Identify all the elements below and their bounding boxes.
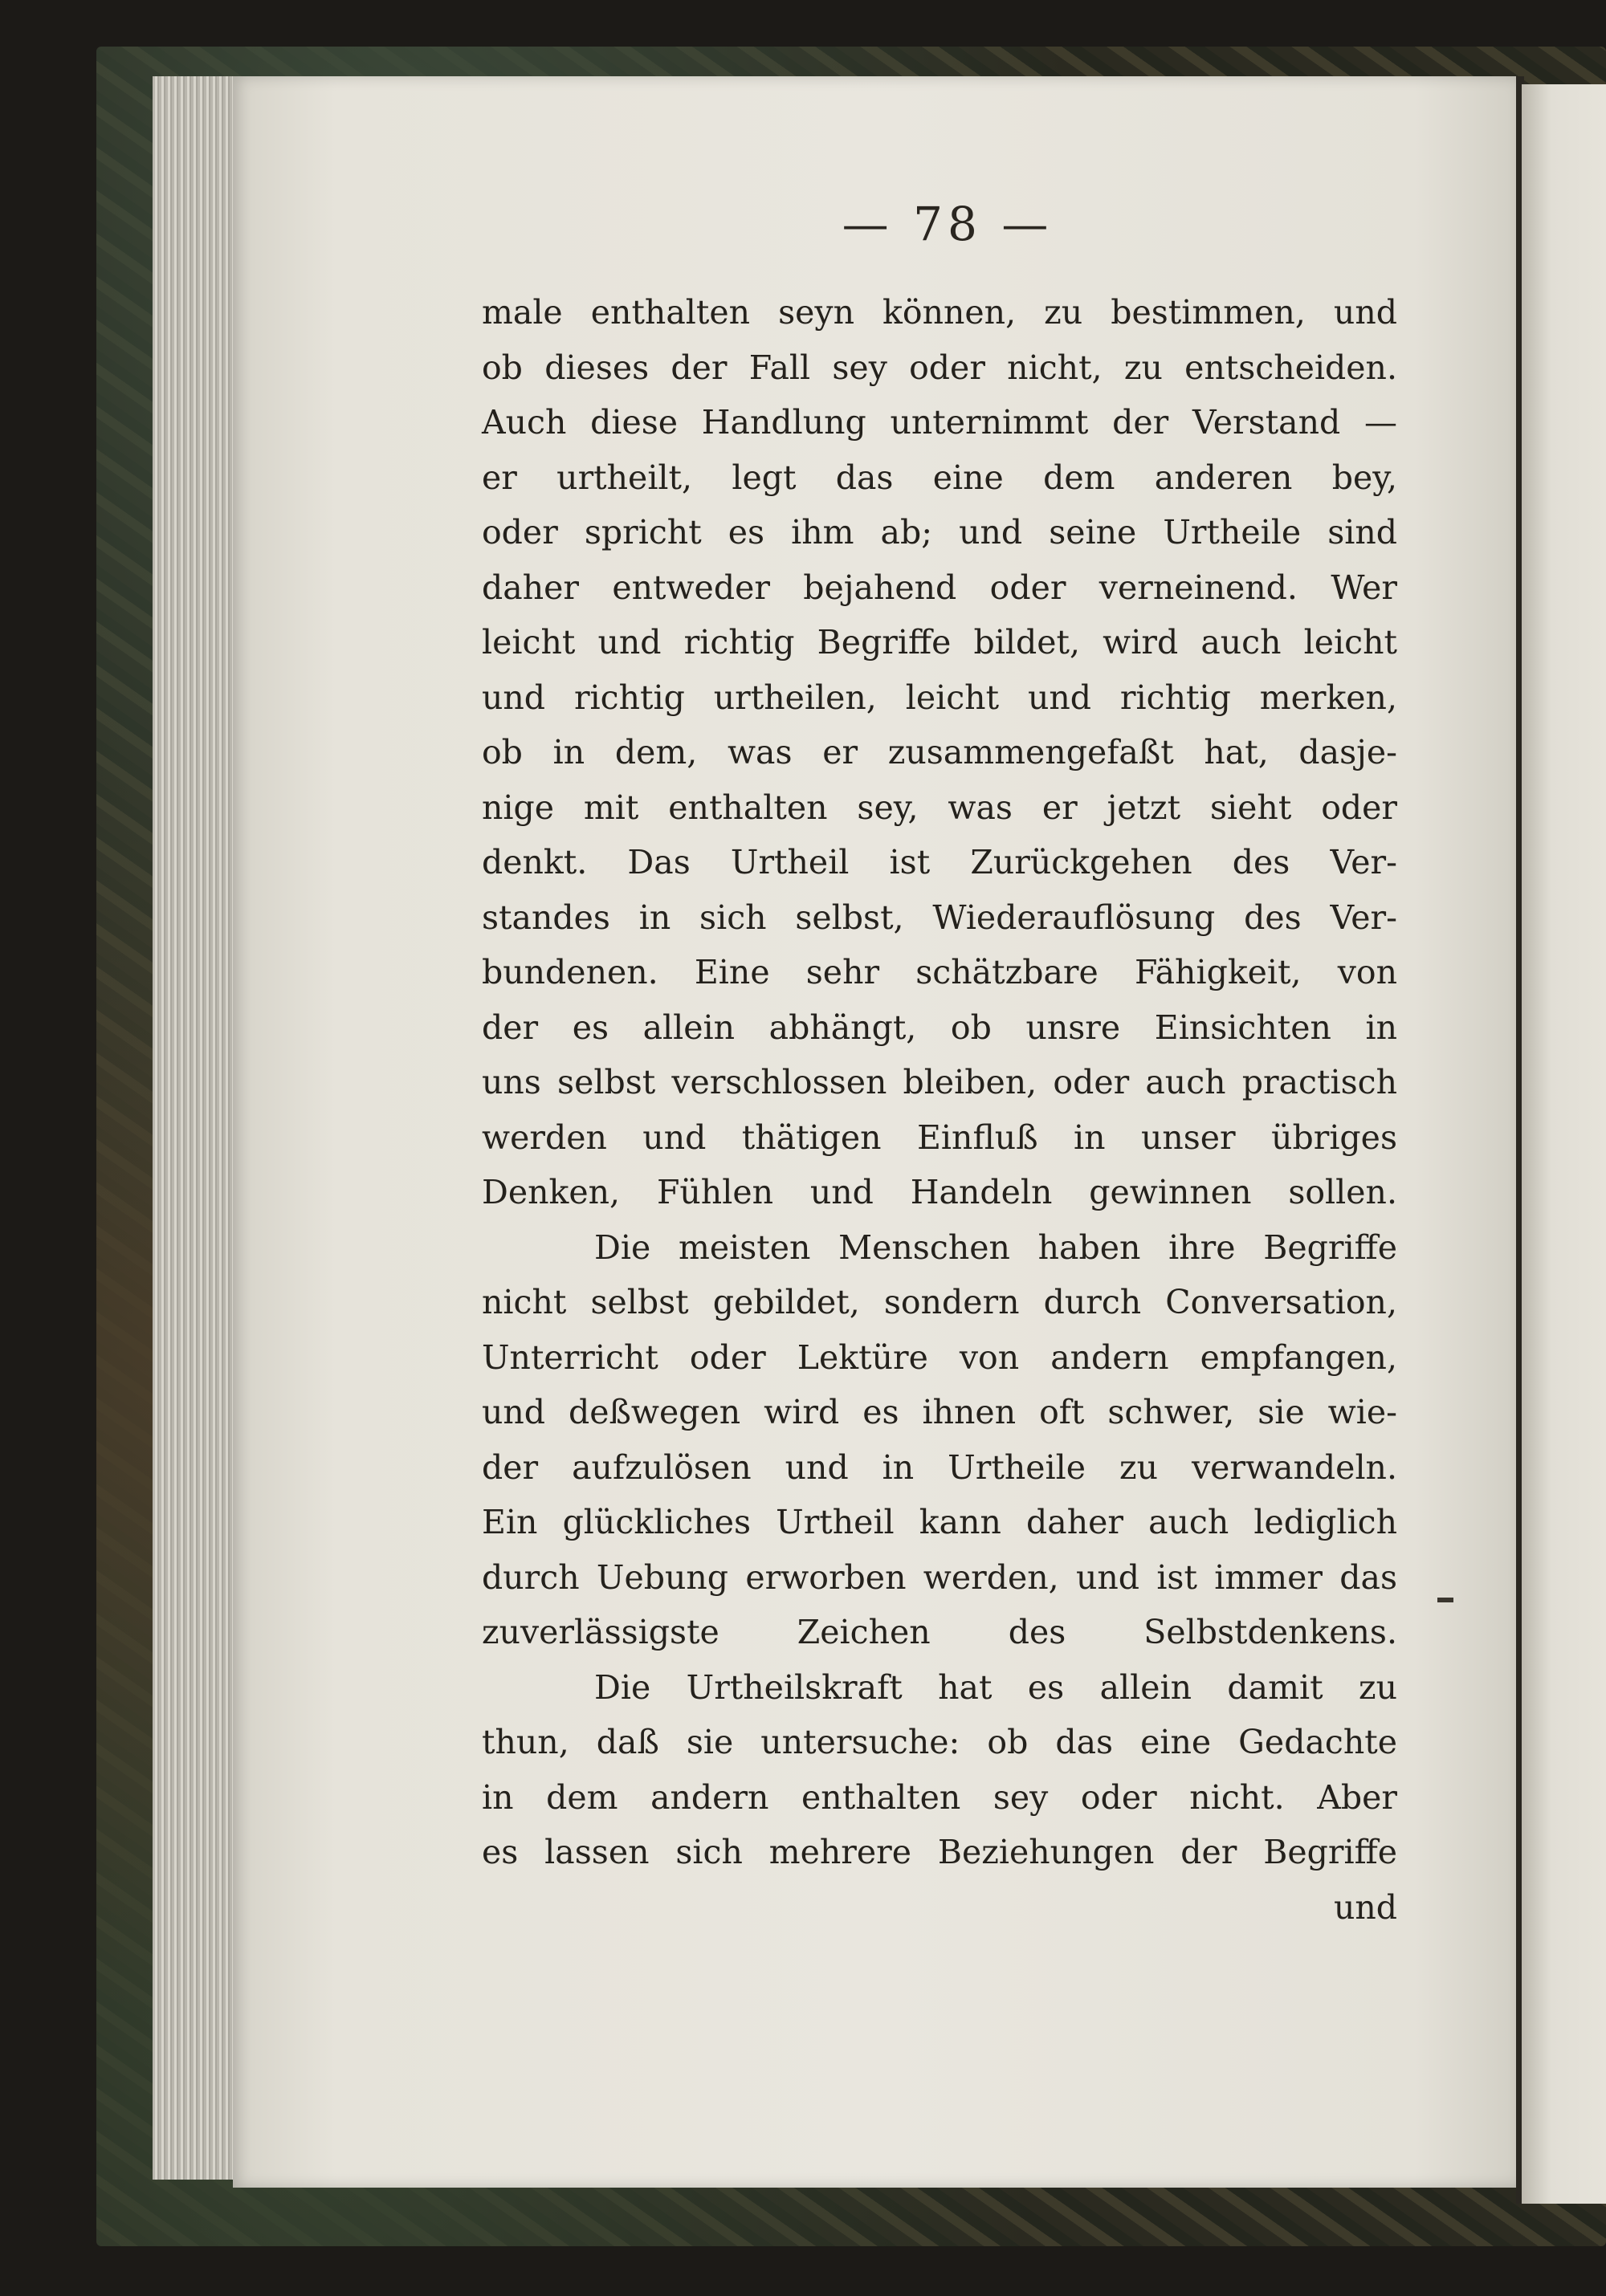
text-line: Auch diese Handlung unternimmt der Verstand — (482, 403, 1397, 442)
text-line: Unterricht oder Lektüre von andern empfangen, (482, 1337, 1397, 1377)
text-line: er urtheilt, legt das eine dem anderen bey, (482, 458, 1397, 497)
text-line: und deßwegen wird es ihnen oft schwer, sie wie- (482, 1393, 1397, 1431)
text-line: zuverlässigste Zeichen des Selbstdenkens. (482, 1613, 1397, 1651)
text-line: nige mit enthalten sey, was er jetzt sieht oder (482, 788, 1397, 827)
text-line: und richtig urtheilen, leicht und richtig merken, (482, 678, 1397, 717)
facing-page-edge (1522, 84, 1606, 2204)
text-line: leicht und richtig Begriffe bildet, wird auch leicht (482, 623, 1397, 662)
text-line: ob in dem, was er zusammengefaßt hat, dasje- (482, 733, 1397, 771)
text-line: in dem andern enthalten sey oder nicht. Aber (482, 1777, 1397, 1817)
text-line: thun, daß sie untersuche: ob das eine Gedachte (482, 1723, 1397, 1761)
paragraph-start-line: Die meisten Menschen haben ihre Begriffe (594, 1227, 1397, 1267)
text-line: es lassen sich mehrere Beziehungen der Begriffe (482, 1833, 1397, 1871)
text-line: der aufzulösen und in Urtheile zu verwandeln. (482, 1447, 1397, 1487)
page-text (482, 285, 1397, 1935)
text-line: Denken, Fühlen und Handeln gewinnen sollen. (482, 1173, 1397, 1211)
paragraph-start-line: Die Urtheilskraft hat es allein damit zu (594, 1667, 1397, 1707)
text-line: Ein glückliches Urtheil kann daher auch lediglich (482, 1503, 1397, 1541)
text-line: daher entweder bejahend oder verneinend. Wer (482, 568, 1397, 607)
text-line: bundenen. Eine sehr schätzbare Fähigkeit, von (482, 953, 1397, 991)
page-number: — 78 — (842, 197, 1054, 251)
text-line: durch Uebung erworben werden, und ist immer das (482, 1557, 1397, 1597)
text-line: werden und thätigen Einfluß in unser übriges (482, 1117, 1397, 1157)
text-line: nicht selbst gebildet, sondern durch Conversation, (482, 1283, 1397, 1321)
text-line: ob dieses der Fall sey oder nicht, zu entscheiden. (482, 348, 1397, 387)
text-line: uns selbst verschlossen bleiben, oder auch practisch (482, 1063, 1397, 1101)
text-line: denkt. Das Urtheil ist Zurückgehen des Ver- (482, 843, 1397, 881)
catchword: und (1333, 1887, 1397, 1927)
text-line: oder spricht es ihm ab; und seine Urtheile sind (482, 513, 1397, 552)
text-line: der es allein abhängt, ob unsre Einsichten in (482, 1008, 1397, 1047)
margin-dash (1437, 1598, 1453, 1602)
text-line: male enthalten seyn können, zu bestimmen, und (482, 293, 1397, 332)
text-line: standes in sich selbst, Wiederauflösung des Ver- (482, 898, 1397, 937)
